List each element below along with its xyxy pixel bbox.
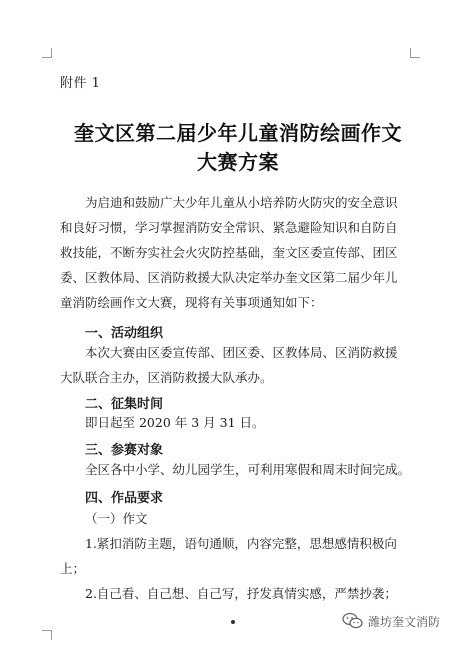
crop-mark-top-left — [42, 48, 52, 58]
watermark-text: 潍坊奎文消防 — [368, 614, 441, 629]
section-heading-organization: 一、活动组织 — [85, 326, 164, 341]
document-title-line-2: 大赛方案 — [197, 150, 279, 174]
document-title-line-1: 奎文区第二届少年儿童消防绘画作文 — [74, 121, 402, 145]
intro-line: 和良好习惯，学习掌握消防安全常识、紧急避险知识和自防自 — [60, 220, 398, 235]
requirement-item: 1.紧扣消防主题，语句通顺，内容完整，思想感情积极向 — [85, 536, 397, 551]
intro-line: 救技能，不断夯实社会火灾防控基础，奎文区委宣传部、团区 — [60, 245, 398, 260]
intro-line: 委、区教体局、区消防救援大队决定举办奎文区第二届少年儿 — [60, 270, 398, 285]
participants-line: 全区各中小学、幼儿园学生，可利用寒假和周末时间完成。 — [85, 462, 411, 477]
requirement-item: 2.自己看、自己想、自己写，抒发真情实感，严禁抄袭； — [85, 586, 397, 601]
crop-mark-top-right — [410, 48, 420, 58]
wechat-icon — [342, 612, 364, 630]
crop-mark-bottom-left — [42, 630, 52, 640]
section-heading-time: 二、征集时间 — [85, 397, 164, 412]
watermark — [342, 608, 440, 634]
intro-line: 童消防绘画作文大赛，现将有关事项通知如下： — [60, 295, 323, 310]
organization-paragraph — [60, 340, 415, 390]
requirement-item: 上； — [60, 561, 86, 576]
organization-line: 大队联合主办，区消防救援大队承办。 — [60, 370, 273, 385]
page-footer-dot — [231, 620, 235, 624]
requirements-subheading: （一）作文 — [85, 511, 148, 526]
time-paragraph — [60, 410, 415, 435]
time-line: 即日起至 2020 年 3 月 31 日。 — [85, 415, 265, 430]
attachment-label: 附件 1 — [60, 76, 101, 91]
intro-line: 为启迪和鼓励广大少年儿童从小培养防火防灾的安全意识 — [85, 195, 398, 210]
requirements-paragraph — [60, 506, 415, 606]
intro-paragraph — [60, 190, 415, 315]
section-heading-requirements: 四、作品要求 — [85, 491, 164, 506]
organization-line: 本次大赛由区委宣传部、团区委、区教体局、区消防救援 — [85, 345, 398, 360]
section-heading-participants: 三、参赛对象 — [85, 443, 164, 458]
participants-paragraph — [60, 457, 415, 482]
